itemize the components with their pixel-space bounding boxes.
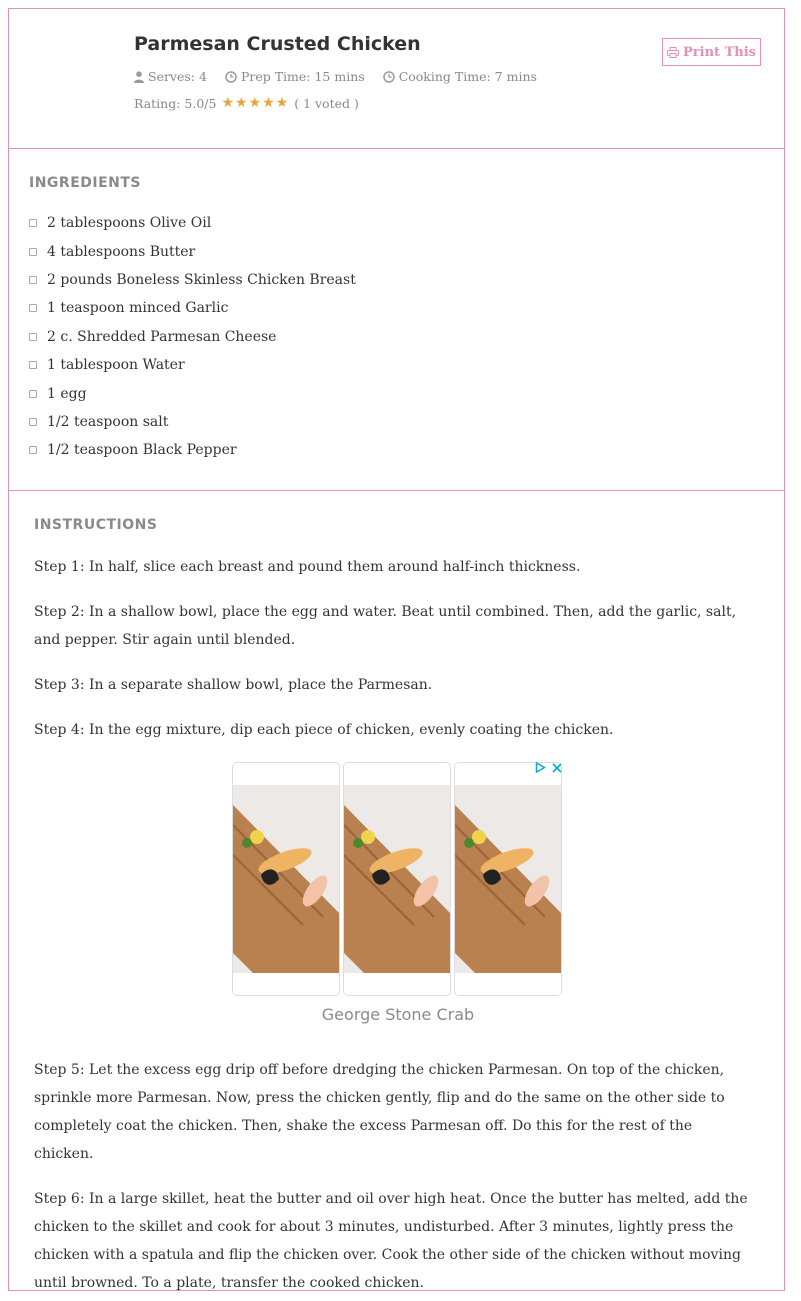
ingredient-item[interactable] [29,209,356,237]
ingredients-heading: INGREDIENTS [29,175,142,191]
ad-image[interactable] [343,762,451,996]
serves-text: Serves: 4 [148,69,207,84]
instructions-heading: INSTRUCTIONS [34,517,158,533]
instruction-step: Step 3: In a separate shallow bowl, place the Parmesan. [34,677,433,693]
adchoices-icon[interactable] [535,762,546,773]
ingredient-text: 1 egg [47,385,87,402]
crab-claw-image [233,785,340,973]
instruction-step: Step 5: Let the excess egg drip off before dredging the chicken Parmesan. On top of the chicken, sprinkle more Parmesan. Now, press the chicken gently, flip and do the same on the other side to completely coat the chicken. Then, shake the excess Parmesan off. Do this for the rest of the chicken. [34,1062,725,1162]
checkbox-icon[interactable] [29,248,37,256]
ingredient-text: 1 tablespoon Water [47,357,185,374]
checkbox-icon[interactable] [29,418,37,426]
ingredients-list [29,209,356,465]
close-icon[interactable] [552,763,562,773]
ad-controls [535,762,562,773]
ingredient-text: 1 teaspoon minced Garlic [47,300,229,317]
ad-caption[interactable]: George Stone Crab [321,1005,475,1024]
user-icon [134,71,144,83]
checkbox-icon[interactable] [29,361,37,369]
instruction-step: Step 1: In half, slice each breast and pound them around half-inch thickness. [34,559,581,575]
cook-time-text: Cooking Time: 7 mins [398,69,537,84]
print-button[interactable] [662,38,761,66]
divider [9,148,784,149]
recipe-card [8,8,785,1291]
ingredient-item[interactable] [29,323,356,351]
ingredient-item[interactable] [29,379,356,407]
ingredient-text: 2 pounds Boneless Skinless Chicken Breast [47,271,356,288]
divider [9,490,784,491]
rating [134,95,359,111]
checkbox-icon[interactable] [29,390,37,398]
ingredient-item[interactable] [29,351,356,379]
checkbox-icon[interactable] [29,333,37,341]
clock-icon [225,71,237,83]
clock-icon [383,71,395,83]
cook-time-info [383,69,537,84]
recipe-meta [134,69,555,84]
star-rating[interactable]: ★★★★★ [221,95,290,111]
vote-count: ( 1 voted ) [294,95,359,111]
crab-claw-image [455,785,562,973]
crab-claw-image [344,785,451,973]
checkbox-icon[interactable] [29,304,37,312]
instruction-step: Step 2: In a shallow bowl, place the egg and water. Beat until combined. Then, add the garlic, salt, and pepper. Stir again until blended. [34,604,737,648]
ingredient-text: 2 c. Shredded Parmesan Cheese [47,328,277,345]
ingredient-text: 1/2 teaspoon Black Pepper [47,442,237,459]
instruction-step: Step 4: In the egg mixture, dip each piece of chicken, evenly coating the chicken. [34,722,614,738]
recipe-title: Parmesan Crusted Chicken [134,33,421,55]
ingredient-text: 1/2 teaspoon salt [47,413,169,430]
ad-image[interactable] [454,762,562,996]
prep-time-text: Prep Time: 15 mins [240,69,365,84]
checkbox-icon[interactable] [29,219,37,227]
checkbox-icon[interactable] [29,446,37,454]
steps-bottom [34,1056,754,1297]
ingredient-item[interactable] [29,294,356,322]
steps-top [34,553,754,744]
prep-time-info [225,69,365,84]
printer-icon [667,47,679,58]
print-label: Print This [683,44,756,60]
ingredient-item[interactable] [29,266,356,294]
instruction-step: Step 6: In a large skillet, heat the butter and oil over high heat. Once the butter has melted, add the chicken to the skillet and cook for about 3 minutes, undisturbed. After 3 minutes, lightly press the chicken with a spatula and flip the chicken over. Cook the other side of the chicken without moving until browned. To a plate, transfer the cooked chicken. [34,1191,748,1291]
ingredient-text: 4 tablespoons Butter [47,243,196,260]
rating-label: Rating: 5.0/5 [134,95,217,111]
advertisement[interactable] [232,762,564,996]
ingredient-item[interactable] [29,408,356,436]
ingredient-item[interactable] [29,436,356,464]
ingredient-item[interactable] [29,237,356,265]
serves-info [134,69,207,84]
ingredient-text: 2 tablespoons Olive Oil [47,215,212,232]
ad-image[interactable] [232,762,340,996]
checkbox-icon[interactable] [29,276,37,284]
